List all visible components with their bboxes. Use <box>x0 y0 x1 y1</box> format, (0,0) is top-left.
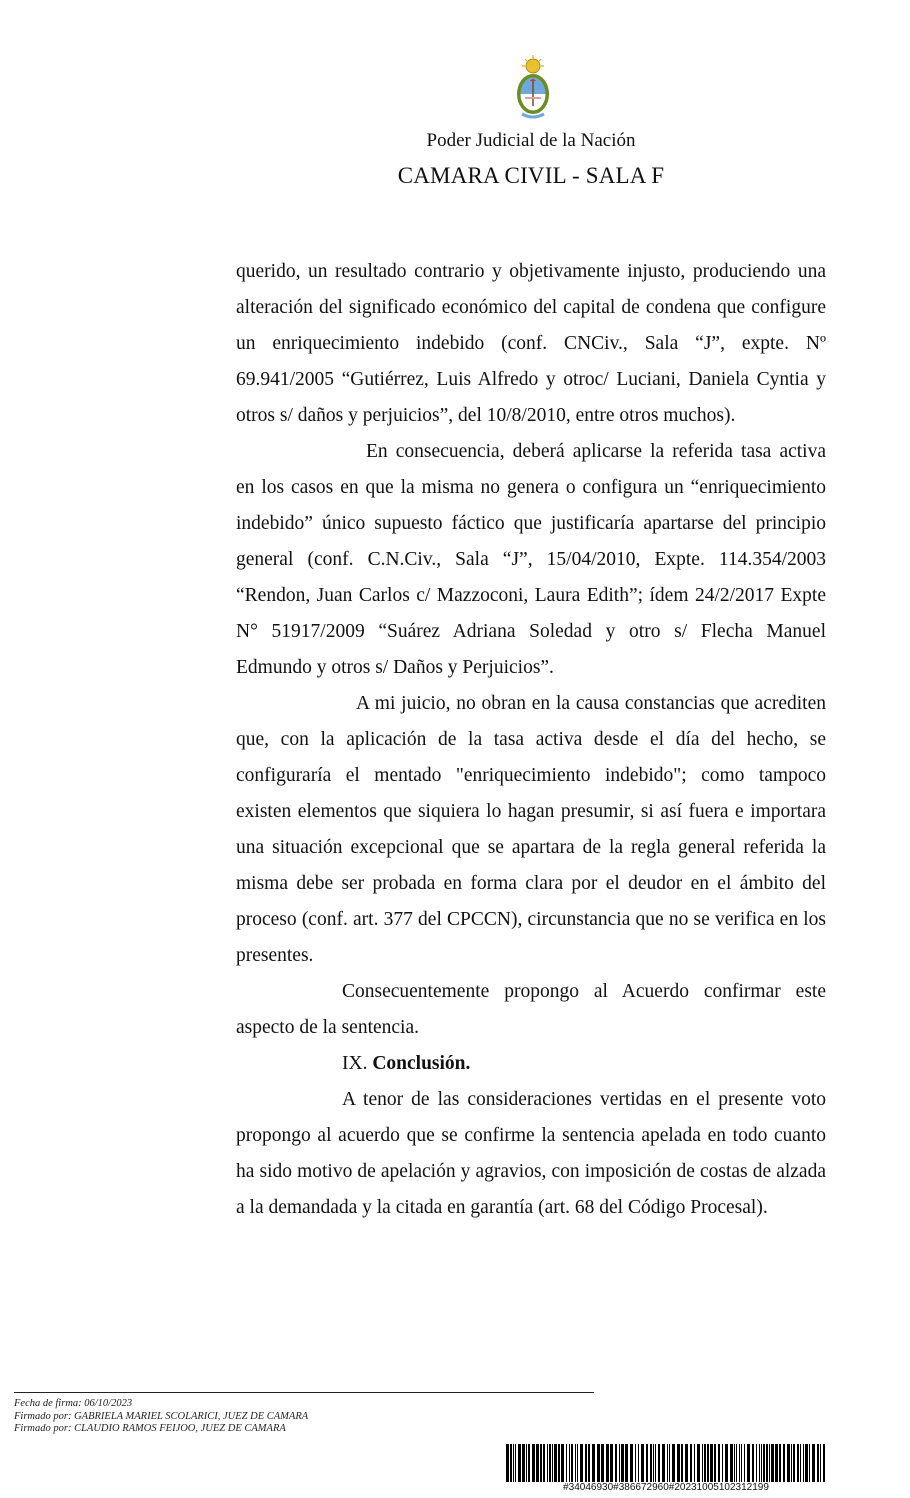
paragraph-5: A tenor de las consideraciones vertidas en el presente voto propongo al acuerdo que se confirme la sentencia apelada en todo cuanto ha sido motivo de apelación y agravios, con imposición de costas de alzada a la demandada y la citada en garantía (art. 68 del Código Procesal). <box>236 1089 826 1218</box>
signature-divider <box>14 1392 594 1393</box>
court-name: CAMARA CIVIL - SALA F <box>397 163 665 188</box>
signature-date: Fecha de firma: 06/10/2023 <box>14 1398 133 1409</box>
signer-1: Firmado por: GABRIELA MARIEL SCOLARICI, JUEZ DE CAMARA <box>14 1410 309 1422</box>
signature-block <box>14 1398 308 1436</box>
paragraph-3: A mi juicio, no obran en la causa constancias que acrediten que, con la aplicación de la tasa activa desde el día del hecho, se configuraría el mentado "enriquecimiento indebido"; como tampoco existen elementos que siquiera lo hagan presumir, si así fuera e importara una situación excepcional que se apartara de la regla general referida la misma debe ser probada en forma clara por el deudor en el ámbito del proceso (conf. art. 377 del CPCCN), circunstancia que no se verifica en los presentes. <box>236 693 826 966</box>
barcode-icon <box>506 1444 826 1482</box>
section-title: Conclusión. <box>372 1053 471 1074</box>
section-heading <box>236 1046 826 1082</box>
document-body <box>236 254 826 1226</box>
paragraph-2: En consecuencia, deberá aplicarse la referida tasa activa en los casos en que la misma no genera o configura un “enriquecimiento indebido” único supuesto fáctico que justificaría apartarse del principio general (conf. C.N.Civ., Sala “J”, 15/04/2010, Expte. 114.354/2003 “Rendon, Juan Carlos c/ Mazzoconi, Laura Edith”; ídem 24/2/2017 Expte N° 51917/2009 “Suárez Adriana Soledad y otro s/ Flecha Manuel Edmundo y otros s/ Daños y Perjuicios”. <box>236 441 826 678</box>
institution-name: Poder Judicial de la Nación <box>426 130 636 151</box>
signer-2: Firmado por: CLAUDIO RAMOS FEIJOO, JUEZ DE CAMARA <box>14 1423 286 1434</box>
barcode-number: #34046930#386672960#20231005102312199 <box>563 1482 769 1493</box>
coat-of-arms-icon <box>508 54 558 120</box>
paragraph-1: querido, un resultado contrario y objetivamente injusto, produciendo una alteración del significado económico del capital de condena que configure un enriquecimiento indebido (conf. CNCiv., Sala “J”, expte. Nº 69.941/2005 “Gutiérrez, Luis Alfredo y otroc/ Luciani, Daniela Cyntia y otros s/ daños y perjuicios”, del 10/8/2010, entre otros muchos). <box>236 261 826 426</box>
paragraph-4: Consecuentemente propongo al Acuerdo confirmar este aspecto de la sentencia. <box>236 981 826 1038</box>
section-number: IX. <box>342 1053 368 1074</box>
